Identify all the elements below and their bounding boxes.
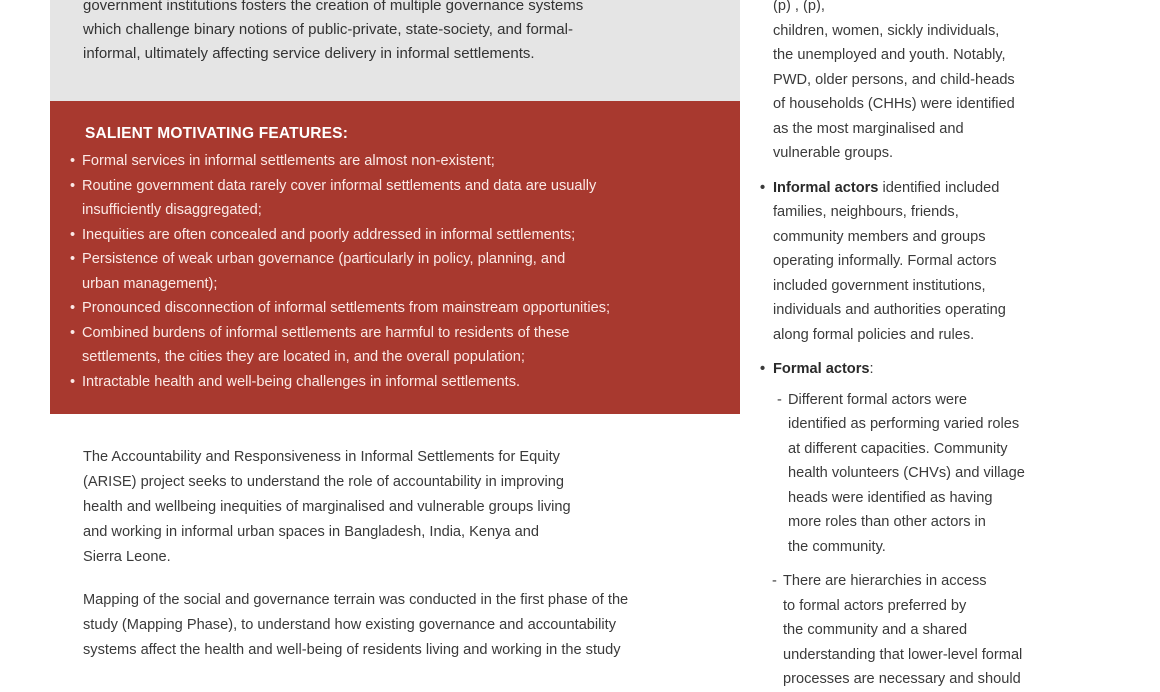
list-item-line: Routine government data rarely cover informal settlements and data are usually [82,177,597,194]
arise-paragraph [83,445,733,570]
bullet-icon: • [760,179,766,196]
column-line: Different formal actors were [788,391,967,408]
formal-actors-item [760,357,1090,382]
column-line: heads were identified as having [788,489,993,506]
column-line: more roles than other actors in [788,514,986,530]
column-line: individuals and authorities operating [773,302,1006,318]
paragraph-line: (ARISE) project seeks to understand the role of accountability in improving [83,474,565,490]
informal-actors-heading: Informal actors [773,179,879,196]
formal-actors-subitem-hierarchies [760,569,1090,692]
paragraph-line: Mapping of the social and governance terrain was conducted in the first phase of the [83,592,629,608]
paragraph-line: The Accountability and Responsiveness in Informal Settlements for Equity [83,449,560,465]
list-item-line: Persistence of weak urban governance (particularly in policy, planning, and [82,251,566,267]
bullet-icon: • [70,251,76,267]
list-item [68,321,728,370]
intro-line: which challenge binary notions of public-private, state-society, and formal- [83,21,573,38]
list-item-line: urban management); [82,275,218,292]
column-line: processes are necessary and should [783,671,1021,687]
dash-icon: - [777,391,782,408]
intro-text [83,0,723,66]
column-line: the community. [788,538,886,555]
list-item [68,174,728,223]
list-item-line: Inequities are often concealed and poorly addressed in informal settlements; [82,226,576,243]
bullet-icon: • [70,300,76,316]
column-line: understanding that lower-level formal [783,646,1023,663]
informal-actors-item [760,176,1090,348]
paragraph-line: Sierra Leone. [83,549,171,565]
column-line: as the most marginalised and [773,120,964,137]
paragraph-line: health and wellbeing inequities of marginalised and vulnerable groups living [83,499,571,515]
column-line: identified as performing varied roles [788,416,1020,432]
formal-actors-subitem-roles [760,388,1090,560]
intro-line: government institutions fosters the creation of multiple governance systems [83,0,584,14]
column-line: children, women, sickly individuals, [773,22,1000,39]
salient-features-title: SALIENT MOTIVATING FEATURES: [85,125,349,142]
list-item [68,149,728,174]
mapping-paragraph [83,588,733,663]
column-line: of households (CHHs) were identified [773,96,1015,112]
list-item-line: Formal services in informal settlements are almost non-existent; [82,153,495,169]
column-line [773,176,1090,201]
column-line: PWD, older persons, and child-heads [773,71,1015,88]
bullet-icon: • [70,153,76,169]
bullet-icon: • [760,361,766,377]
list-item-line: settlements, the cities they are located in, and the overall population; [82,349,525,365]
column-line: vulnerable groups. [773,145,894,161]
paragraph-line: and working in informal urban spaces in Bangladesh, India, Kenya and [83,524,539,540]
column-line: included government institutions, [773,277,986,294]
bullet-icon: • [70,177,76,194]
informal-actors-lead: identified included [878,179,1000,196]
column-line: along formal policies and rules. [773,326,975,343]
column-line: community members and groups [773,228,986,245]
list-item [68,296,728,321]
list-item [68,223,728,248]
paragraph-line: study (Mapping Phase), to understand how existing governance and accountability [83,617,616,633]
column-line: health volunteers (CHVs) and village [788,465,1025,481]
list-item-line: Combined burdens of informal settlements are harmful to residents of these [82,324,570,341]
column-line: There are hierarchies in access [783,573,987,589]
list-item [68,247,728,296]
list-item-line: Pronounced disconnection of informal settlements from mainstream opportunities; [82,300,611,316]
formal-actors-heading: Formal actors [773,361,870,377]
paragraph-line: systems affect the health and well-being of residents living and working in the study [83,642,621,658]
column-line: the unemployed and youth. Notably, [773,47,1006,63]
bullet-icon: • [70,324,76,341]
column-line: families, neighbours, friends, [773,204,959,220]
column-line: operating informally. Formal actors [773,253,997,269]
dash-icon: - [772,573,777,589]
formal-actors-colon: : [869,361,874,377]
list-item-line: Intractable health and well-being challenges in informal settlements. [82,373,521,390]
bullet-icon: • [70,226,76,243]
column-line: (p) , (p), [773,0,825,14]
salient-features-box [50,101,740,414]
column-line [773,357,1090,382]
list-item-line: insufficiently disaggregated; [82,202,262,218]
column-line: to formal actors preferred by [783,597,967,614]
vulnerable-groups-text [760,0,1090,166]
column-line: at different capacities. Community [788,440,1008,457]
salient-features-list [68,149,728,394]
column-line: the community and a shared [783,622,968,638]
findings-column [760,0,1090,692]
bullet-icon: • [70,373,76,390]
intro-line: informal, ultimately affecting service delivery in informal settlements. [83,45,535,62]
list-item [68,370,728,395]
